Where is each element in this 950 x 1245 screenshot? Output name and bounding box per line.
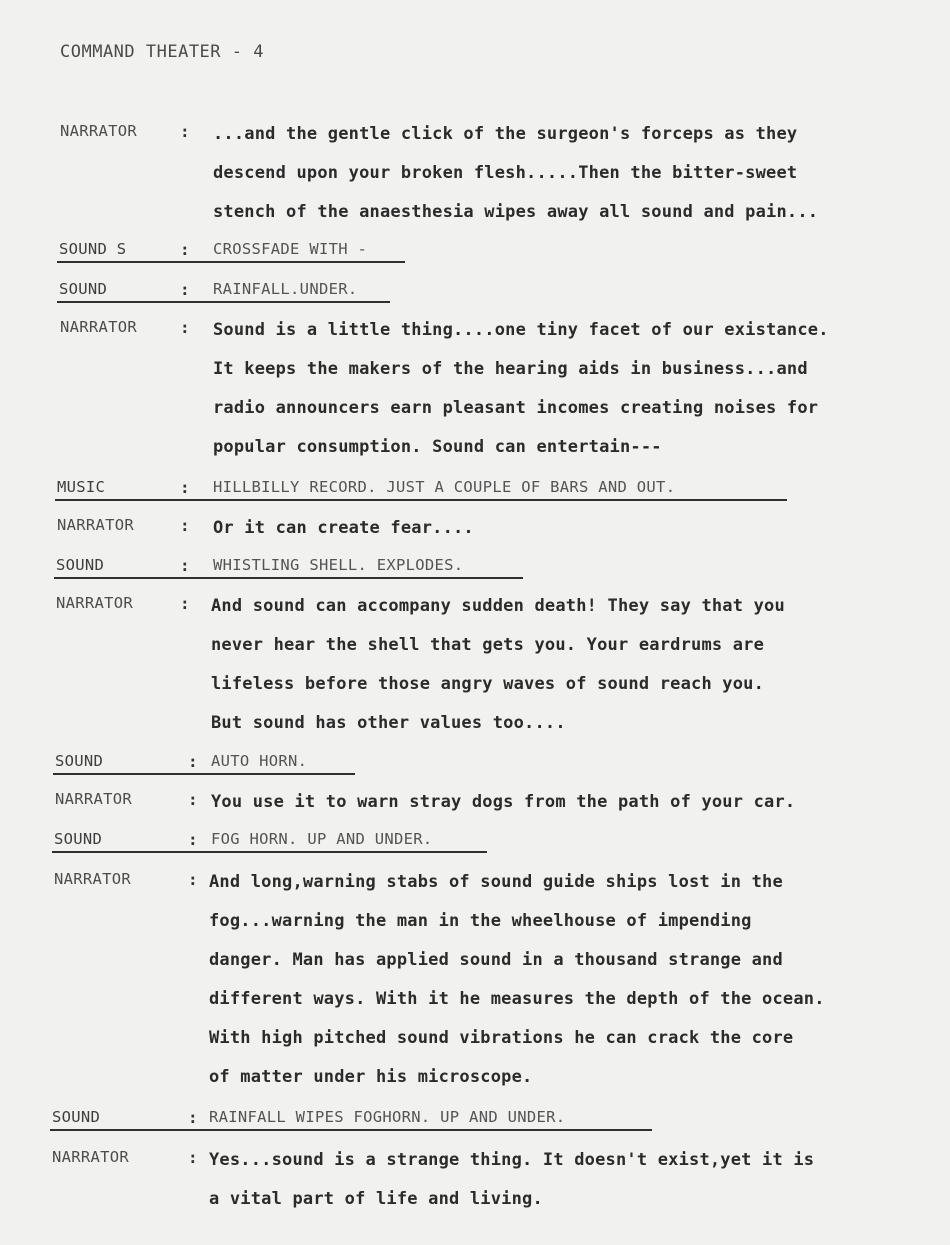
speech-line: a vital part of life and living.: [209, 1189, 543, 1209]
speech-line: radio announcers earn pleasant incomes creating noises for: [213, 398, 819, 418]
colon-separator: :: [180, 122, 190, 141]
speaker-label: NARRATOR: [56, 594, 134, 612]
speaker-label: SOUND: [55, 752, 104, 770]
speech-text: [209, 1141, 937, 1219]
speech-line: danger. Man has applied sound in a thousand strange and: [209, 950, 783, 970]
speech-line: ...and the gentle click of the surgeon's forceps as they: [213, 124, 798, 144]
speaker-label: NARRATOR: [57, 516, 135, 534]
colon-separator: :: [188, 1148, 198, 1167]
speech-line: of matter under his microscope.: [209, 1067, 533, 1087]
colon-separator: :: [188, 830, 198, 849]
speech-text: [211, 783, 939, 822]
speech-line: And long,warning stabs of sound guide ships lost in the: [209, 872, 783, 892]
speech-line: And sound can accompany sudden death! They say that you: [211, 596, 785, 616]
speech-line: With high pitched sound vibrations he can crack the core: [209, 1028, 794, 1048]
cue-underline: [53, 773, 355, 775]
speaker-label: NARRATOR: [54, 870, 132, 888]
colon-separator: :: [180, 318, 190, 337]
speech-line: popular consumption. Sound can entertain---: [213, 437, 662, 457]
speaker-label: SOUND: [56, 556, 105, 574]
page-header: COMMAND THEATER - 4: [60, 42, 264, 62]
speech-line: Sound is a little thing....one tiny facet of our existance.: [213, 320, 829, 340]
colon-separator: :: [180, 516, 190, 535]
cue-text: FOG HORN. UP AND UNDER.: [211, 830, 433, 848]
colon-separator: :: [188, 1108, 198, 1127]
speech-line: stench of the anaesthesia wipes away all sound and pain...: [213, 202, 819, 222]
speech-line: never hear the shell that gets you. Your eardrums are: [211, 635, 765, 655]
speech-line: But sound has other values too....: [211, 713, 566, 733]
speech-text: [213, 115, 941, 232]
cue-underline: [50, 1129, 652, 1131]
speaker-label: NARRATOR: [55, 790, 133, 808]
cue-text: RAINFALL.UNDER.: [213, 280, 358, 298]
speaker-label: SOUND: [54, 830, 103, 848]
speech-text: [213, 509, 941, 548]
speaker-label: MUSIC: [57, 478, 106, 496]
speech-line: You use it to warn stray dogs from the path of your car.: [211, 792, 796, 812]
speech-line: Yes...sound is a strange thing. It doesn't exist,yet it is: [209, 1150, 815, 1170]
colon-separator: :: [188, 790, 198, 809]
speaker-label: SOUND: [52, 1108, 101, 1126]
cue-underline: [57, 261, 405, 263]
cue-underline: [57, 301, 390, 303]
colon-separator: :: [188, 870, 198, 889]
colon-separator: :: [180, 594, 190, 613]
cue-text: HILLBILLY RECORD. JUST A COUPLE OF BARS AND OUT.: [213, 478, 676, 496]
speaker-label: NARRATOR: [60, 122, 138, 140]
speech-line: It keeps the makers of the hearing aids in business...and: [213, 359, 808, 379]
speech-text: [211, 587, 939, 743]
cue-text: WHISTLING SHELL. EXPLODES.: [213, 556, 464, 574]
cue-underline: [52, 851, 487, 853]
speaker-label: NARRATOR: [60, 318, 138, 336]
cue-text: AUTO HORN.: [211, 752, 308, 770]
speech-line: Or it can create fear....: [213, 518, 474, 538]
colon-separator: :: [180, 478, 190, 497]
colon-separator: :: [180, 280, 190, 299]
speech-line: lifeless before those angry waves of sound reach you.: [211, 674, 765, 694]
speech-line: descend upon your broken flesh.....Then the bitter-sweet: [213, 163, 798, 183]
cue-underline: [55, 499, 787, 501]
speaker-label: SOUND: [59, 280, 108, 298]
speech-line: different ways. With it he measures the depth of the ocean.: [209, 989, 825, 1009]
cue-text: RAINFALL WIPES FOGHORN. UP AND UNDER.: [209, 1108, 566, 1126]
cue-underline: [54, 577, 523, 579]
speech-line: fog...warning the man in the wheelhouse of impending: [209, 911, 752, 931]
speaker-label: NARRATOR: [52, 1148, 130, 1166]
colon-separator: :: [180, 240, 190, 259]
colon-separator: :: [188, 752, 198, 771]
cue-text: CROSSFADE WITH -: [213, 240, 368, 258]
speaker-label: SOUND S: [59, 240, 127, 258]
colon-separator: :: [180, 556, 190, 575]
speech-text: [209, 863, 937, 1097]
speech-text: [213, 311, 941, 467]
